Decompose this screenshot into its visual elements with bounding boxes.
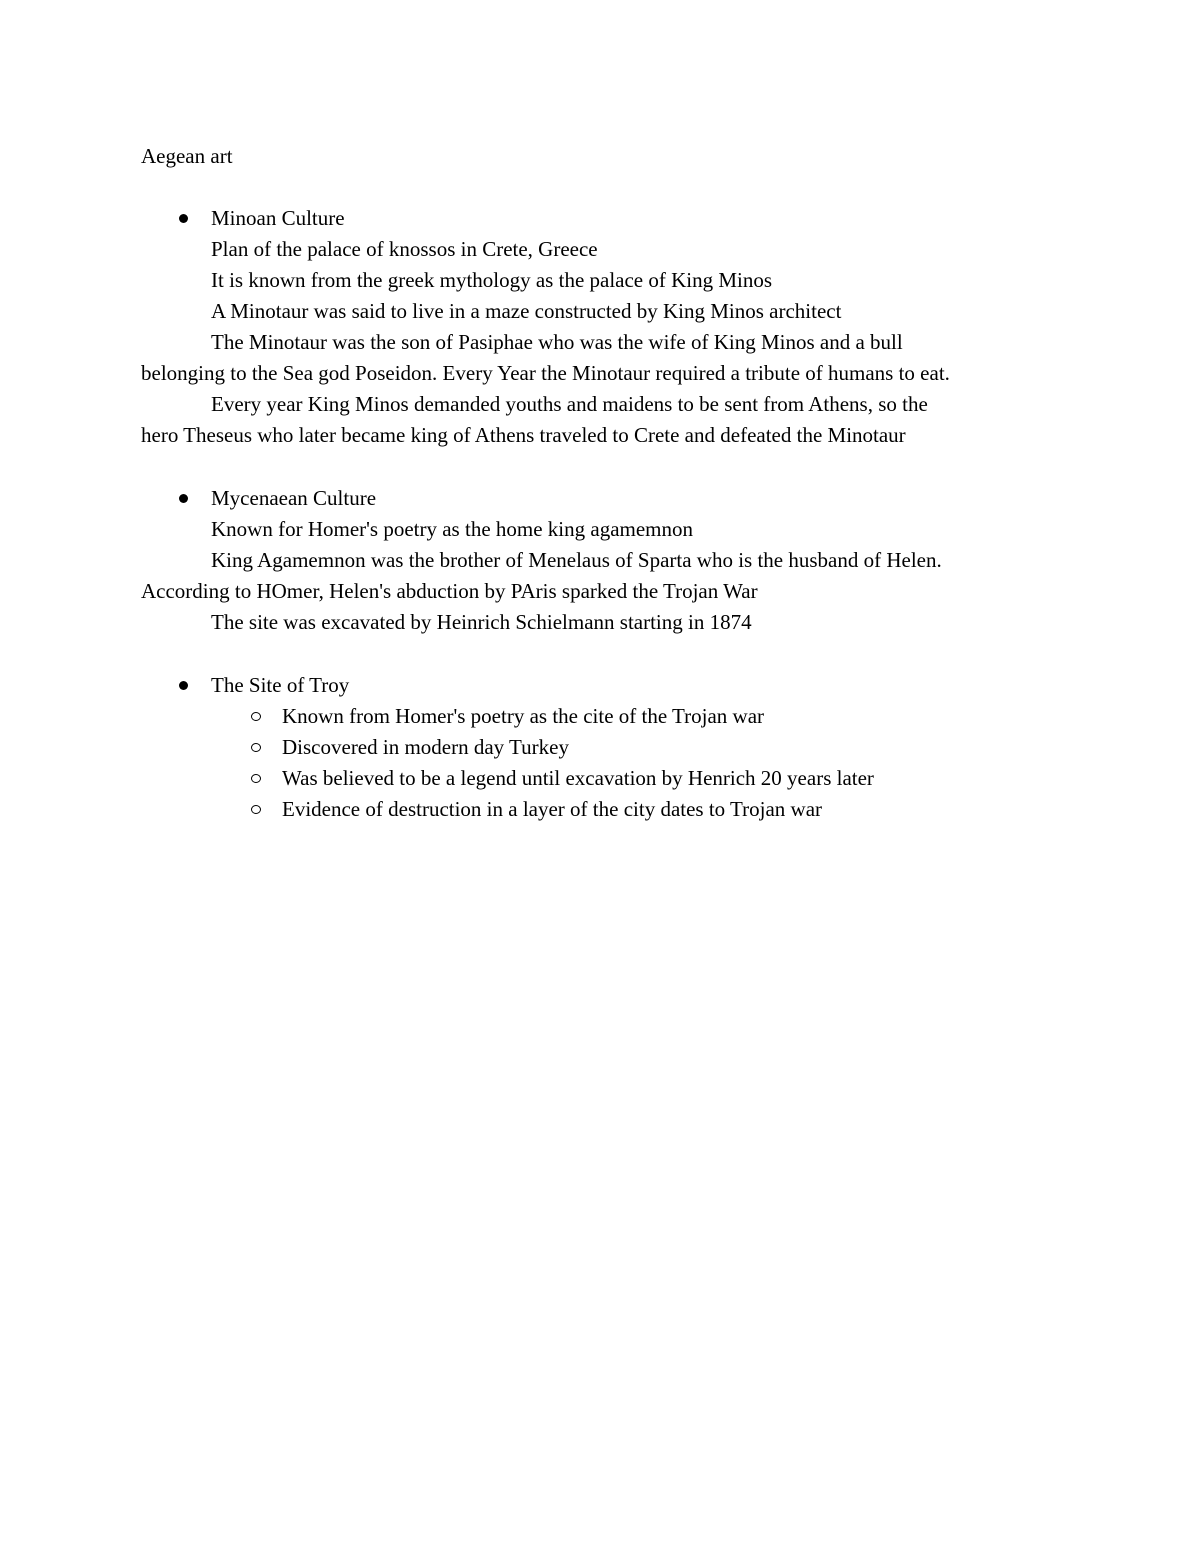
body-line: A Minotaur was said to live in a maze constructed by King Minos architect: [211, 299, 842, 323]
body-paragraph: [141, 545, 1061, 607]
section-troy: [141, 670, 1061, 825]
bullet-icon: [179, 681, 188, 690]
sub-bullet-list: [141, 701, 1061, 825]
paragraph-continuation: belonging to the Sea god Poseidon. Every Year the Minotaur required a tribute of humans to eat.: [141, 361, 950, 385]
bullet-icon: [179, 214, 188, 223]
heading-text: Mycenaean Culture: [211, 486, 377, 510]
hollow-bullet-icon: [251, 774, 261, 783]
body-line: The site was excavated by Heinrich Schielmann starting in 1874: [211, 610, 752, 634]
hollow-bullet-icon: [251, 712, 261, 721]
list-item-text: Evidence of destruction in a layer of the city dates to Trojan war: [282, 797, 823, 821]
hollow-bullet-icon: [251, 805, 261, 814]
heading-text: Minoan Culture: [211, 206, 345, 230]
bullet-icon: [179, 494, 188, 503]
section-mycenaean: [141, 483, 1061, 638]
section-heading: [141, 670, 1061, 701]
hollow-bullet-icon: [251, 743, 261, 752]
paragraph-continuation: hero Theseus who later became king of Athens traveled to Crete and defeated the Minotaur: [141, 423, 906, 447]
body-paragraph: [141, 389, 1061, 451]
paragraph-first-line: The Minotaur was the son of Pasiphae who was the wife of King Minos and a bull: [211, 330, 903, 354]
list-item-text: Discovered in modern day Turkey: [282, 735, 569, 759]
body-paragraph: [141, 327, 1061, 389]
paragraph-first-line: Every year King Minos demanded youths and maidens to be sent from Athens, so the: [211, 392, 928, 416]
section-minoan: [141, 203, 1061, 451]
body-line: Known for Homer's poetry as the home king agamemnon: [211, 517, 694, 541]
paragraph-continuation: According to HOmer, Helen's abduction by PAris sparked the Trojan War: [141, 579, 758, 603]
list-item-text: Known from Homer's poetry as the cite of the Trojan war: [282, 704, 765, 728]
heading-text: The Site of Troy: [211, 673, 350, 697]
section-heading: [141, 203, 1061, 234]
list-item: [141, 763, 1061, 794]
paragraph-first-line: King Agamemnon was the brother of Menelaus of Sparta who is the husband of Helen.: [211, 548, 942, 572]
list-item: [141, 701, 1061, 732]
body-line: It is known from the greek mythology as the palace of King Minos: [211, 268, 773, 292]
list-item: [141, 732, 1061, 763]
document-title: Aegean art: [141, 144, 233, 168]
list-item-text: Was believed to be a legend until excavation by Henrich 20 years later: [282, 766, 874, 790]
body-line: Plan of the palace of knossos in Crete, Greece: [211, 237, 598, 261]
list-item: [141, 794, 1061, 825]
section-heading: [141, 483, 1061, 514]
